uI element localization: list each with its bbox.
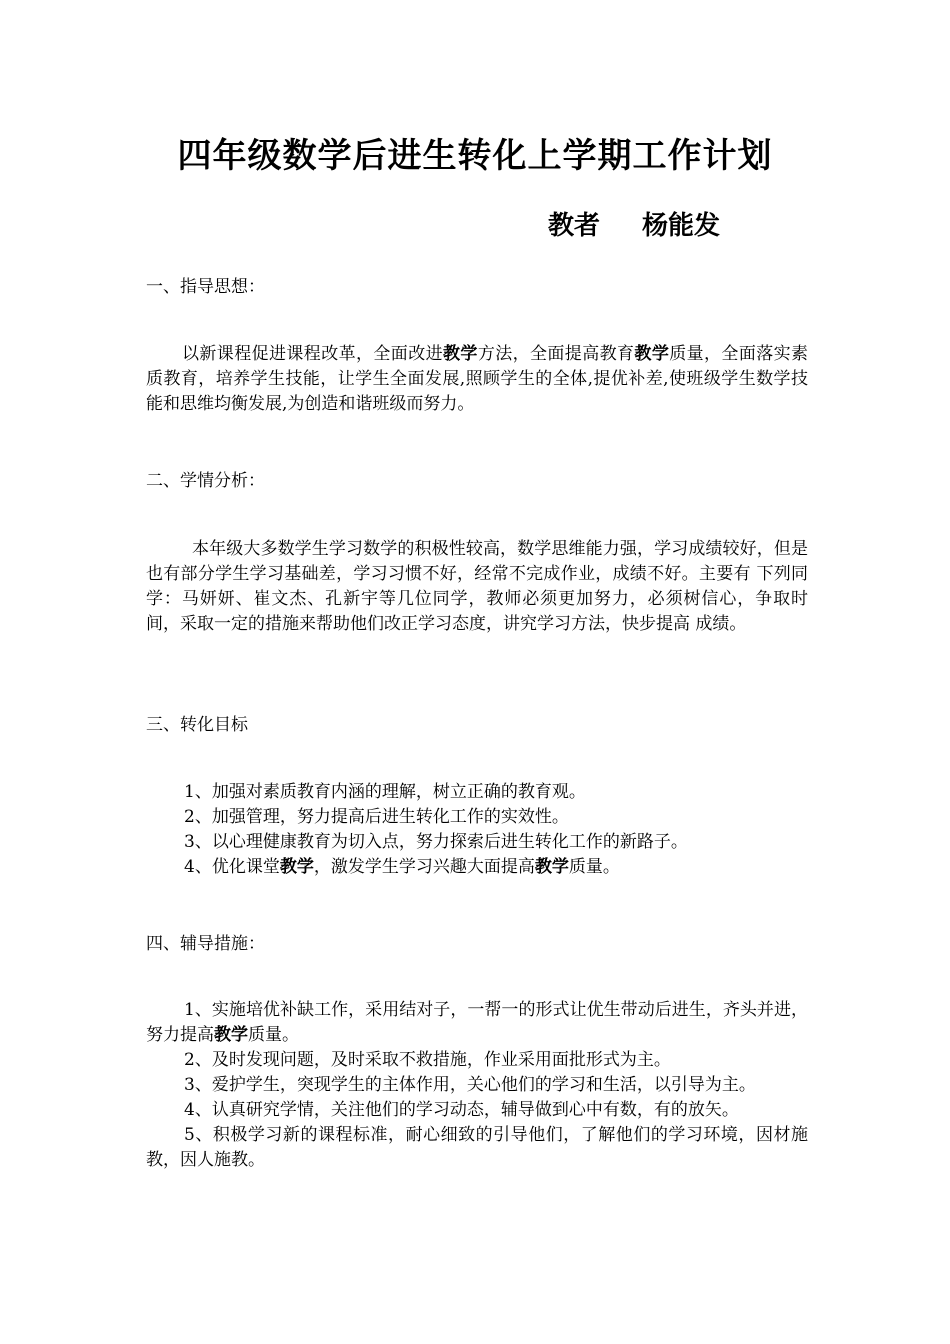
bold-run: 教学 xyxy=(279,857,314,877)
list-item: 5、积极学习新的课程标准，耐心细致的引导他们，了解他们的学习环境，因材施教，因人施教。 xyxy=(146,1125,808,1170)
section-heading-measures: 四、辅导措施： xyxy=(146,934,265,954)
goals-list xyxy=(146,780,808,880)
list-item: 3、以心理健康教育为切入点，努力探索后进生转化工作的新路子。 xyxy=(184,832,688,852)
author-name: 杨能发 xyxy=(642,211,721,241)
list-item: 2、加强管理，努力提高后进生转化工作的实效性。 xyxy=(184,807,569,827)
measures-list xyxy=(146,998,808,1173)
bold-run: 教学 xyxy=(634,344,670,364)
text-run: 以新课程促进课程改革，全面改进 xyxy=(182,344,443,364)
text-run: ，激发学生学习兴趣大面提高 xyxy=(313,857,535,877)
text-run: 4、优化课堂 xyxy=(184,857,280,877)
author-line xyxy=(548,205,720,242)
list-item xyxy=(146,998,808,1048)
bold-run: 教学 xyxy=(214,1025,248,1045)
list-item: 4、认真研究学情，关注他们的学习动态，辅导做到心中有数，有的放矢。 xyxy=(184,1100,739,1120)
section-paragraph-analysis: 本年级大多数学生学习数学的积极性较高，数学思维能力强，学习成绩较好，但是也有部分学生学习基础差，学习习惯不好，经常不完成作业，成绩不好。主要有 下列同学：马妍妍、崔文杰、孔新宇等几位同学，教师必须更加努力，必须树信心，争取时间，采取一定的措施来帮助他们改正学习态度，讲究学习方法，快步提高 成绩。 xyxy=(146,539,808,634)
section-heading-guiding-ideas: 一、指导思想： xyxy=(146,277,265,297)
list-item: 2、及时发现问题，及时采取不救措施，作业采用面批形式为主。 xyxy=(184,1050,671,1070)
text-run: 质量，全面落实素质教育，培养学生技能，让学生全面发展,照顾学生的全体,提优补差,使班级学生数学技能和思维均衡发展,为创造和谐班级而努力。 xyxy=(146,344,809,414)
list-item: 3、爱护学生，突现学生的主体作用，关心他们的学习和生活，以引导为主。 xyxy=(184,1075,756,1095)
section-paragraph-guiding-ideas xyxy=(146,342,808,417)
document-title: 四年级数学后进生转化上学期工作计划 xyxy=(177,136,773,176)
text-run: 质量。 xyxy=(568,857,620,877)
list-item: 1、加强对素质教育内涵的理解，树立正确的教育观。 xyxy=(184,782,586,802)
text-run: 方法，全面提高教育 xyxy=(477,344,635,364)
section-heading-analysis: 二、学情分析： xyxy=(146,471,265,491)
bold-run: 教学 xyxy=(534,857,569,877)
author-label: 教者 xyxy=(548,211,601,241)
bold-run: 教学 xyxy=(443,344,478,364)
section-heading-goals: 三、转化目标 xyxy=(146,715,248,735)
text-run: 质量。 xyxy=(248,1025,299,1045)
list-item xyxy=(146,855,808,880)
text-run: 1、实施培优补缺工作，采用结对子，一帮一的形式让优生带动后进生，齐头并进，努力提高 xyxy=(146,1000,808,1045)
